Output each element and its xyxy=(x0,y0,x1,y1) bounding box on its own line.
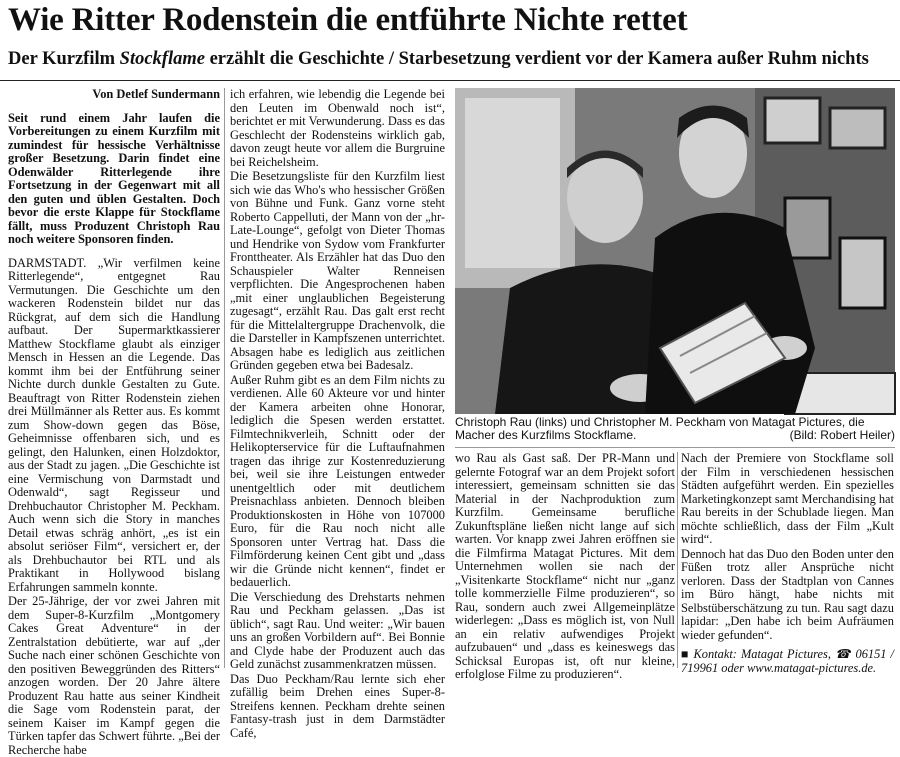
article-column-4 xyxy=(681,451,894,675)
article-photo xyxy=(455,88,895,414)
contact-line: ■ Kontakt: Matagat Pictures, ☎ 06151 / 719961 oder www.matagat-pictures.de. xyxy=(681,647,894,675)
byline: Von Detlef Sundermann xyxy=(92,87,220,101)
lead-paragraph: Seit rund einem Jahr laufen die Vorbereitungen zu einem Kurzfilm mit zumindest für hessische Verhältnisse großer Besetzung. Darin findet eine Odenwälder Ritterlegende ihre Fortsetzung in der Gegenwart mit all den guten und üblen Gestalten. Doch bevor die erste Klappe für Stockflame fällt, muss Produzent Christoph Rau noch weitere Sponsoren finden. xyxy=(8,110,220,246)
photo-credit: (Bild: Robert Heiler) xyxy=(789,428,895,442)
photo-caption xyxy=(455,416,895,442)
column-2-paragraph-1: ich erfahren, wie lebendig die Legende bei den Leuten im Obenwald noch ist“, berichtet er mit Verwunderung. Dass es das Geschlecht der Rodensteins wirklich gab, davon zeugt heute vor allem die Burgruine bei Reichelsheim. xyxy=(230,87,445,169)
column-1-paragraph-2: Der 25-Jährige, der vor zwei Jahren mit dem Super-8-Kurzfilm „Montgomery Cakes Great Adventure“ in der Zentralstation debütierte, war auf „der Suche nach einer schönen Geschichte von den positiven Beweggründen des Ritters“ anzogen worden. Der 20 Jahre ältere Produzent Rau hatte aus seiner Kindheit die Sage vom Rodenstein parat, der seinem Kaiser im Kampf gegen die Türken tapfer das Schwert führte. „Bei der Recherche habe xyxy=(8,594,220,757)
article-column-2 xyxy=(230,87,445,740)
column-2-paragraph-5: Das Duo Peckham/Rau lernte sich eher zufällig beim Drehen eines Super-8-Streifens kennen. Peckham drehte seinen Fantasy-trash just in dem Darmstädter Café, xyxy=(230,671,445,740)
column-4-paragraph-2: Dennoch hat das Duo den Boden unter den Füßen trotz aller Ansprüche nicht verloren. Dass der Stadtplan von Cannes im Büro hängt, habe nichts mit Selbstüberschätzung zu tun. Rau sagt dazu lapidar: „Den habe ich beim Aufräumen wieder gefunden“. xyxy=(681,546,894,642)
header-rule xyxy=(0,80,900,81)
column-2-paragraph-4: Die Verschiedung des Drehstarts nehmen Rau und Peckham gelassen. „Das ist üblich“, sagt Rau. Und weiter: „Wir bauen uns an großen Vorbildern auf“. Bei Bonnie and Clyde habe der Produzent auch das Geld zunächst zusammenkratzen müssen. xyxy=(230,589,445,671)
column-3-paragraph-1: wo Rau als Gast saß. Der PR-Mann und gelernte Fotograf war an dem Projekt sofort interessiert, gemeinsam schnitten sie das Material in der Nachproduktion zum Kurzfilm. Gemeinsame berufliche Zukunftspläne ließen nicht lange auf sich warten. Vor knapp zwei Jahren eröffnen sie die Filmfirma Matagat Pictures. Mit dem Unternehmen wollen sie nach der „Visitenkarte Stockflame“ nicht nur „ganz tolle kommerzielle Filme produzieren“, so Rau, sondern auch zwei Allgemeinplätze widerlegen: „Dass es möglich ist, von Null an ein relativ aufwendiges Projekt aufzubauen“ und „dass es keineswegs das Schicksal Europas ist, oft nur kleine, erfolglose Filme zu produzieren“. xyxy=(455,451,675,681)
column-divider-1 xyxy=(224,88,225,668)
column-divider-3 xyxy=(677,452,678,668)
article-column-1 xyxy=(8,87,220,757)
column-4-paragraph-1: Nach der Premiere von Stockflame soll der Film in verschiedenen hessischen Städten aufgeführt werden. Ein spezielles Marketingkonzept samt Merchandising hat Rau bereits in der Schublade liegen. Man möchte schließlich, dass der Film „Kult wird“. xyxy=(681,451,894,546)
photo-illustration xyxy=(455,88,895,414)
column-1-paragraph-1: DARMSTADT. „Wir verfilmen keine Ritterlegende“, entgegnet Rau Vermutungen. Die Geschichte um den wackeren Rodenstein bildet nur das Rückgrat, auf dem sich die Handlung aufbaut. Der Supermarktkassierer Matthew Stockflame glaubt als einziger Mensch in Hessen an die Legende. Das kommt ihm bei der Entführung seiner Nichte durch dunkle Gestalten zu Gute. Beauftragt von Ritter Rodenstein ziehen drei Müllmänner als Retter aus. Es kommt zum Show-down gegen das Böse, Geheimnisse offenbaren sich, und es gelingt, den Halunken, einen Holzdoktor, aus der Stadt zu jagen. „Die Geschichte ist eine Vermischung von Darmstadt und Odenwald“, sagt Regisseur und Drehbuchautor Christopher M. Peckham. Auch wenn sich die Story in manches Detail etwas schräg anhört, „es ist ein absolut seriöser Film“, versichert er, der als Drehbuchautor bei RTL und als Praktikant in Hollywood bislang Erfahrungen sammeln konnte. xyxy=(8,255,220,594)
subhead-after: erzählt die Geschichte / Starbesetzung verdient vor der Kamera außer Ruhm nichts xyxy=(204,49,869,69)
subhead-film-title: Stockflame xyxy=(119,49,205,69)
article-column-3 xyxy=(455,451,675,681)
column-2-paragraph-2: Die Besetzungsliste für den Kurzfilm liest sich wie das Who's who hessischer Größen von Bühne und Funk. Ganz vorne steht Roberto Cappelluti, der Mann von der „hr-Late-Lounge“, gefolgt von Dieter Thomas und Hendrike von Sydow vom Frankfurter Fronttheater. Als Erzähler hat das Duo den Schauspieler Walter Renneisen verpflichten. Die Angesprochenen haben „mit einer unglaublichen Begeisterung zugesagt“, erzählt Rau. Das galt erst recht für die Mittelaltergruppe Drachenvolk, die die Darsteller in Kampfszenen unterrichtet. Absagen habe es lediglich aus zeitlichen Gründen gegeben etwa bei Badesalz. xyxy=(230,169,445,372)
subheadline xyxy=(8,48,898,70)
caption-text: Christoph Rau (links) und Christopher M. Peckham von Matagat Pictures, die Macher des Kurzfilms Stockflame. xyxy=(455,415,865,442)
subhead-before: Der Kurzfilm xyxy=(8,49,120,69)
caption-rule xyxy=(455,447,895,448)
column-2-paragraph-3: Außer Ruhm gibt es an dem Film nichts zu verdienen. Alle 60 Akteure vor und hinter der Kamera arbeiten ohne Honorar, lediglich die Spesen werden erstattet. Filmtechnikverleih, Schnitt oder der Helikopterservice für die Luftaufnahmen tragen das ihrige zur Kostenreduzierung bei, weil sie ihre Leistungen entweder unentgeltlich oder mit deutlichem Preisnachlass anbieten. Dennoch bleiben Produktionskosten in Höhe von 107000 Euro, für die Rau noch nicht alle Sponsoren unter Vertrag hat. Dass die Filmförderung keinen Cent gibt und „dass wir die Gründe nicht kennen“, findet er bedauerlich. xyxy=(230,372,445,589)
headline: Wie Ritter Rodenstein die entführte Nichte rettet xyxy=(8,2,688,38)
